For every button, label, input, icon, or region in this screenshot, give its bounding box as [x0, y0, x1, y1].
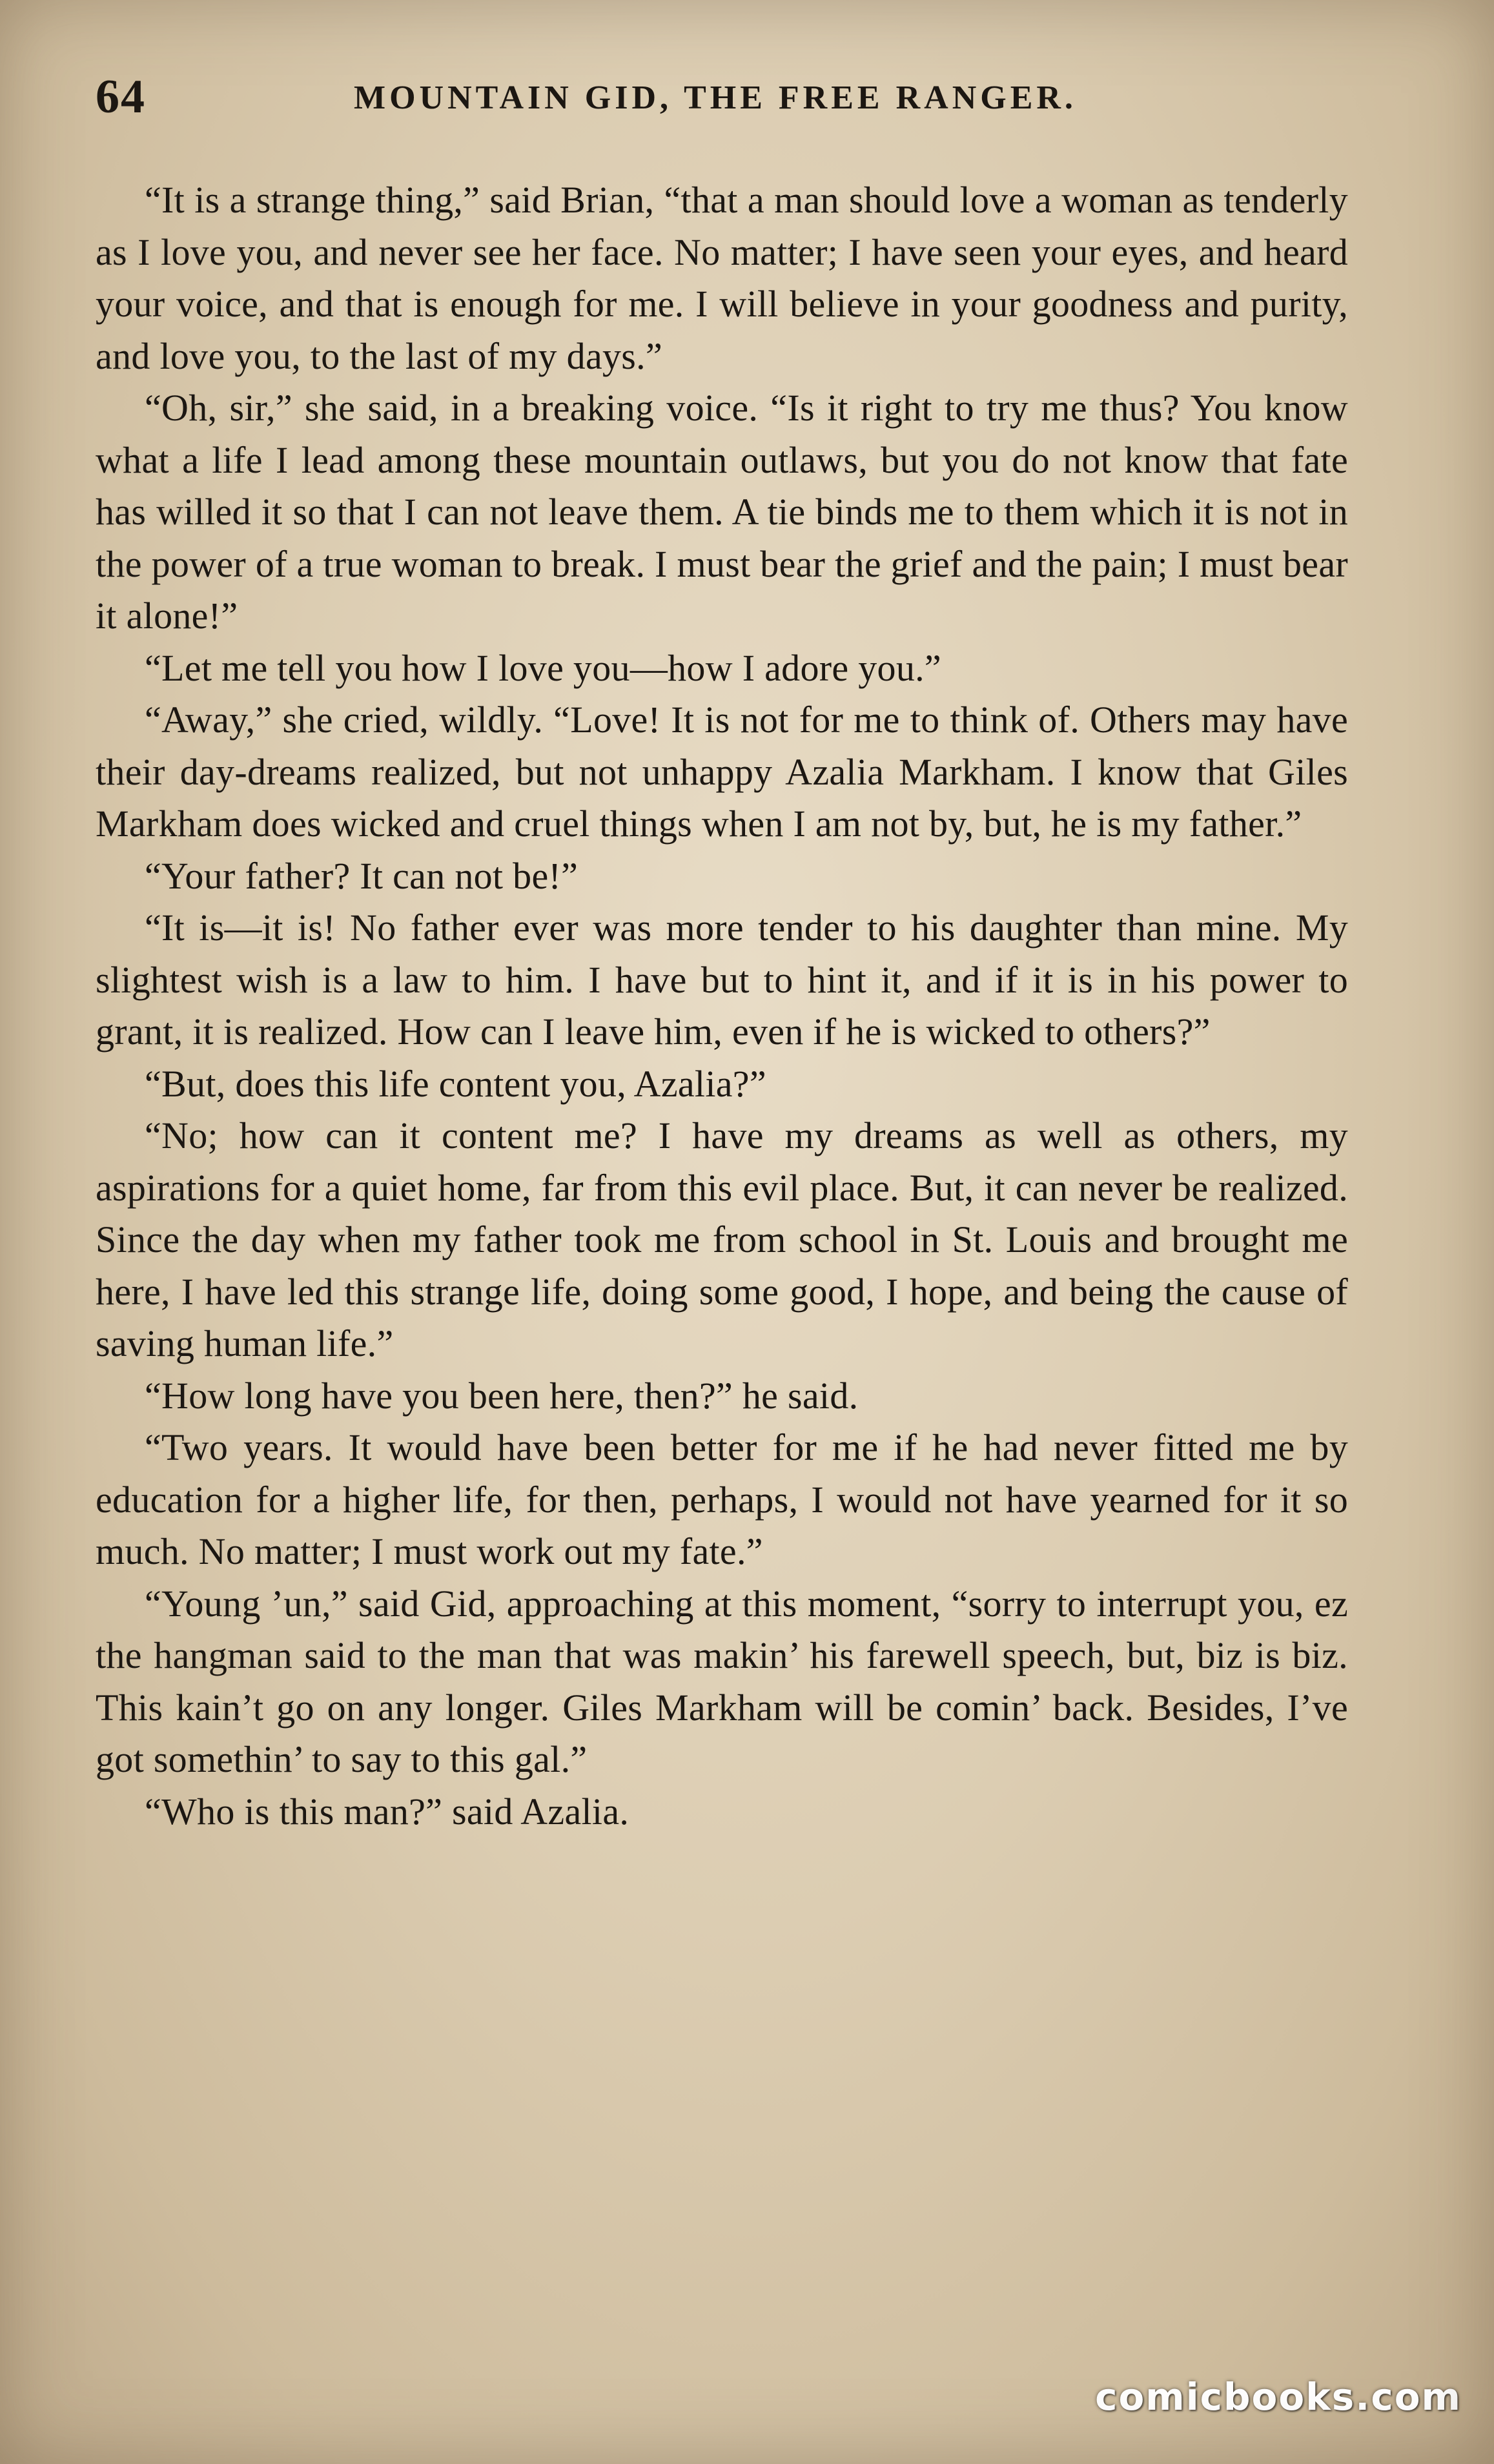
paragraph: “But, does this life content you, Azalia?” [145, 1062, 766, 1105]
running-head [96, 70, 1355, 128]
paragraph: “No; how can it content me? I have my dreams as well as others, my aspirations for a quiet home, far from this evil place. But, it can never be realized. Since the day when my father took me from school in St. Louis and brought me here, I have led this strange life, doing some good, I hope, and being the cause of saving human life.” [96, 1114, 1348, 1364]
watermark: comicbooks.com [1095, 2375, 1462, 2419]
paragraph: “It is a strange thing,” said Brian, “that a man should love a woman as tenderly as I love you, and never see her face. No matter; I have seen your eyes, and heard your voice, and that is enough for me. I will believe in your goodness and purity, and love you, to the last of my days.” [96, 179, 1348, 377]
paragraph: “Your father? It can not be!” [145, 854, 578, 897]
paragraph: “Let me tell you how I love you—how I adore you.” [145, 646, 941, 689]
paragraph: “It is—it is! No father ever was more tender to his daughter than mine. My slightest wish is a law to him. I have but to hint it, and if it is in his power to grant, it is realized. How can I leave him, even if he is wicked to others?” [96, 907, 1348, 1052]
page-number: 64 [96, 70, 146, 123]
paragraph: “Oh, sir,” she said, in a breaking voice. “Is it right to try me thus? You know what a life I lead among these mountain outlaws, but you do not know that fate has willed it so that I can not leave them. A tie binds me to them which it is not in the power of a true woman to break. I must bear the grief and the pain; I must bear it alone!” [96, 387, 1348, 637]
paragraph: “Who is this man?” said Azalia. [145, 1790, 629, 1833]
running-title: MOUNTAIN GID, THE FREE RANGER. [354, 79, 1077, 116]
paragraph: “Two years. It would have been better for me if he had never fitted me by education for a higher life, for then, perhaps, I would not have yearned for it so much. No matter; I must work out my fate.” [96, 1426, 1348, 1572]
paragraph: “Away,” she cried, wildly. “Love! It is not for me to think of. Others may have their day-dreams realized, but not unhappy Azalia Markham. I know that Giles Markham does wicked and cruel things when I am not by, but, he is my father.” [96, 699, 1348, 845]
paragraph: “Young ’un,” said Gid, approaching at this moment, “sorry to interrupt you, ez the hangman said to the man that was makin’ his farewell speech, but, biz is biz. This kain’t go on any longer. Giles Markham will be comin’ back. Besides, I’ve got somethin’ to say to this gal.” [96, 1582, 1348, 1780]
paragraph: “How long have you been here, then?” he said. [145, 1374, 859, 1417]
body-text [96, 174, 1348, 1838]
